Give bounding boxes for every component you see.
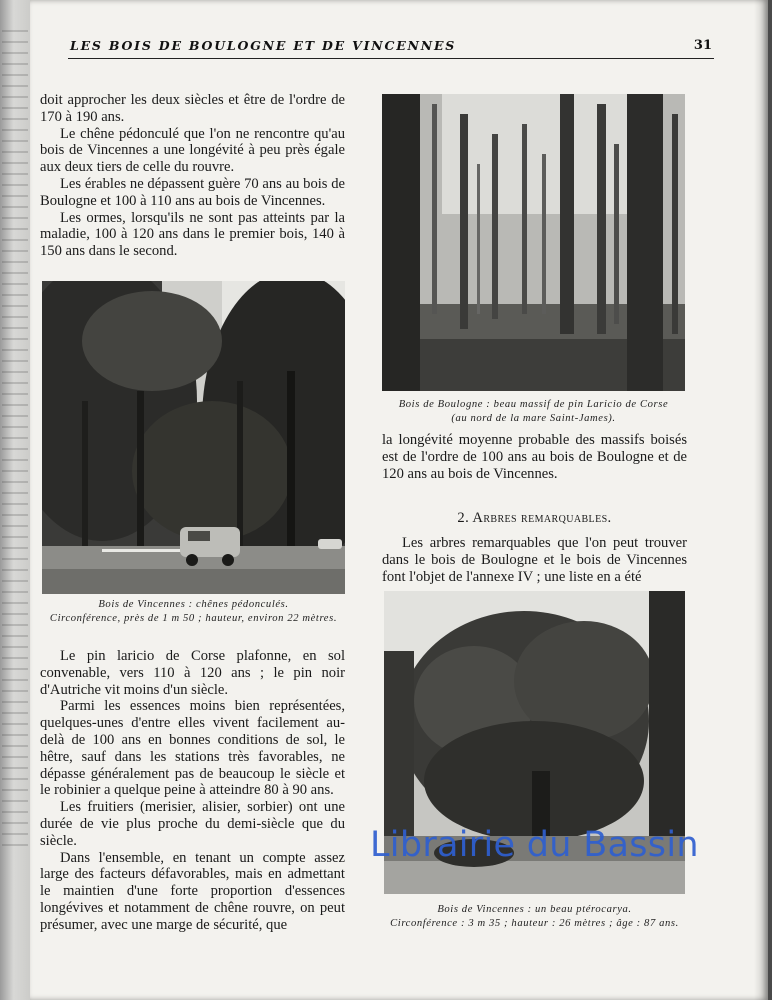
facing-page-edge <box>0 0 34 1000</box>
paragraph: Le pin laricio de Corse plafonne, en sol convenable, vers 110 à 120 ans ; le pin noir d'Autriche vit moins d'un siècle. <box>40 648 345 698</box>
running-title: LES BOIS DE BOULOGNE ET DE VINCENNES <box>70 38 457 53</box>
caption-line: Bois de Boulogne : beau massif de pin Laricio de Corse <box>398 399 669 410</box>
caption-boulogne-pines <box>382 398 685 426</box>
paragraph: Les arbres remarquables que l'on peut trouver dans le bois de Boulogne et le bois de Vincennes font l'objet de l'annexe IV ; une liste en a été <box>382 535 687 585</box>
caption-vincennes-pterocarya <box>382 903 687 931</box>
right-column-middle-text <box>382 432 687 585</box>
watermark-text: Librairie du Bassin <box>370 825 699 865</box>
page-header <box>68 38 714 59</box>
caption-line: (au nord de la mare Saint-James). <box>451 413 616 424</box>
paragraph: Dans l'ensemble, en tenant un compte assez large des facteurs défavorables, mais en admettant le maintien d'une forte proportion d'essences longévives et notamment de chêne rouvre, on peut présumer, avec une marge de sécurité, que <box>40 849 345 933</box>
paragraph: Les érables ne dépassent guère 70 ans au bois de Boulogne et 100 à 110 ans au bois de Vincennes. <box>40 175 345 209</box>
caption-line: Bois de Vincennes : chênes pédonculés. <box>98 599 289 610</box>
caption-vincennes-oaks <box>42 598 345 626</box>
left-column-bottom-text <box>40 648 345 934</box>
page-number: 31 <box>693 38 712 53</box>
paragraph: Le chêne pédonculé que l'on ne rencontre qu'au bois de Vincennes a une longévité à peu près égale aux deux tiers de celle du rouvre. <box>40 125 345 176</box>
paragraph: la longévité moyenne probable des massifs boisés est de l'ordre de 100 ans au bois de Boulogne et de 120 ans au bois de Vincennes. <box>382 432 687 482</box>
caption-line: Circonférence, près de 1 m 50 ; hauteur, environ 22 mètres. <box>49 613 338 624</box>
section-heading: 2. Arbres remarquables. <box>457 510 612 526</box>
paragraph: Les fruitiers (merisier, alisier, sorbier) ont une durée de vie plus proche du demi-siècle que du siècle. <box>40 799 345 849</box>
paragraph: Parmi les essences moins bien représentées, quelques-unes d'entre elles vivent facilement au-delà de 100 ans en bonnes conditions de sol, le hêtre, sauf dans les stations très favorables, ne dépasse généralement pas de beaucoup le siècle et le robinier a quelque peine à atteindre 80 à 90 ans. <box>40 698 345 799</box>
caption-line: Circonférence : 3 m 35 ; hauteur : 26 mètres ; âge : 87 ans. <box>390 918 679 929</box>
paragraph: Les ormes, lorsqu'ils ne sont pas atteints par la maladie, 100 à 120 ans dans le premier bois, 140 à 150 ans dans le second. <box>40 209 345 260</box>
photo-boulogne-pines <box>382 94 685 391</box>
caption-line: Bois de Vincennes : un beau ptérocarya. <box>437 904 632 915</box>
paragraph: doit approcher les deux siècles et être de l'ordre de 170 à 190 ans. <box>40 92 345 125</box>
photo-vincennes-oaks <box>42 281 345 594</box>
left-column-top-text <box>40 92 345 260</box>
